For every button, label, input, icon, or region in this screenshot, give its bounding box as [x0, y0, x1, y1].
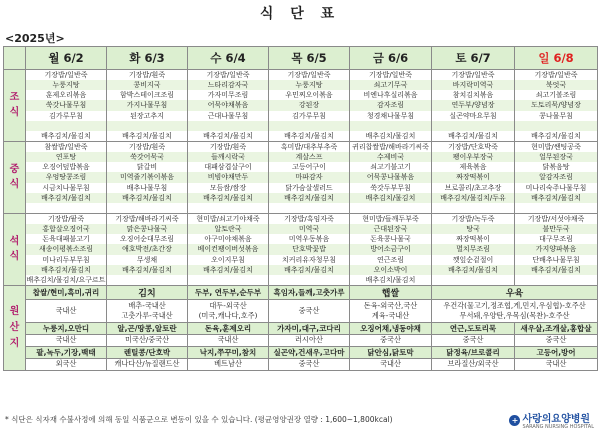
dish: 새송이평볶소조림: [26, 244, 106, 254]
dish: 배추김치/물김치: [203, 131, 253, 140]
dish: [515, 275, 597, 285]
dish: 제육볶음: [459, 163, 487, 172]
dish: 짜장떡볶이: [456, 235, 490, 244]
dish: [515, 121, 597, 131]
menu-cell: [26, 70, 107, 142]
meal-label: 석 식: [4, 213, 26, 285]
dish: 누룽지탕: [269, 80, 349, 90]
dish: 알감자조림: [515, 172, 597, 182]
dish: 미나리두부무침: [42, 255, 90, 264]
origin-value: 우건각(물고기,정조협,게,민지,우심협)-호주산 무서돼,우양탄,우목심(목찬)-호주산: [432, 299, 598, 322]
menu-cell: [515, 141, 598, 213]
meal-label: 중 식: [4, 141, 26, 213]
dish: 오이지무침: [211, 255, 245, 264]
dish: 가지나물무침: [107, 100, 187, 110]
dish: [269, 203, 349, 213]
meal-row: [4, 213, 598, 285]
origin-value: 국내산: [188, 334, 269, 346]
origin-row3-header: [4, 346, 598, 358]
origin-value: 국내산: [350, 358, 432, 370]
origin-header: 두부, 연두부,순두부: [188, 285, 269, 299]
origin-header: 누룽지,오만디: [26, 322, 107, 334]
dish: 쑥갓나물무침: [26, 100, 106, 110]
dish: 마파감자: [269, 172, 349, 182]
dish: 홍합살오징어국: [26, 224, 106, 234]
day-header: 화 6/3: [107, 47, 188, 70]
menu-cell: [515, 70, 598, 142]
dish: 김가루무침: [292, 111, 326, 120]
dish: 기장밥/해바라기씨죽: [115, 214, 179, 223]
origin-header: 찹쌀/현미,흑미,귀리: [26, 285, 107, 299]
origin-header: 돈육,훈제오리: [188, 322, 269, 334]
dish: 배추김치/물김치: [531, 131, 581, 140]
dish: 배추김치/물김치: [448, 131, 498, 140]
dish: 미역줄기볶이볶음: [107, 172, 187, 182]
dish: 콩비지국: [107, 80, 187, 90]
origin-header: 오징어채,냉동야채: [350, 322, 432, 334]
dish: 애호박전/초간장: [107, 244, 187, 254]
dish: [107, 203, 187, 213]
dish: 단호박꽃밥: [269, 244, 349, 254]
dish: 어묵콩나물볶음: [350, 172, 431, 182]
dish: [515, 203, 597, 213]
dish: 기장밥/팥죽: [47, 214, 85, 223]
dish: 방어소금구이: [350, 244, 431, 254]
dish: 오이소박이: [350, 265, 431, 275]
dish: 쇠고기불고기: [370, 163, 411, 172]
dish: 쇠고기볼조림: [535, 91, 577, 100]
dish: 쑥갓어묵국: [107, 152, 187, 162]
origin-value: 외국산: [26, 358, 107, 370]
dish: 우엉땅콩조림: [26, 172, 106, 182]
dish: 배추김치/물김치: [188, 265, 268, 275]
dish: 배추김치/물김치: [188, 193, 268, 203]
menu-cell: [432, 70, 515, 142]
origin-value: 중국산: [269, 299, 350, 322]
dish: [188, 203, 268, 213]
dish: 어묵야채볶음: [188, 100, 268, 110]
dish: 수제비국: [350, 152, 431, 162]
dish: 돈육콩나물국: [370, 235, 411, 244]
hospital-logo: [509, 410, 594, 430]
day-header: 금 6/6: [350, 47, 432, 70]
dish: 현미밥/쌘팅공죽: [531, 142, 581, 151]
dish: 누룽지탕: [26, 80, 106, 90]
dish: 근대된장국: [350, 224, 431, 234]
dish: 배추김치/물김치: [432, 265, 514, 275]
dish: 쑥갓두부무침: [370, 183, 411, 192]
dish: 귀리찹쌀밥/해바라기씨죽: [352, 142, 429, 151]
origin-value: 베트남산: [188, 358, 269, 370]
meal-table: [3, 46, 598, 371]
page-title: 식 단 표: [259, 6, 341, 22]
menu-cell: [107, 141, 188, 213]
dish: 실곤약마요무침: [449, 111, 497, 120]
dish: 바지락미역국: [432, 80, 514, 90]
origin-header: 닭안심,닭토막: [350, 346, 432, 358]
dish: [269, 121, 349, 131]
dish: 도토리묵/양념장: [515, 100, 597, 110]
dish: 무생채: [136, 255, 158, 264]
dish: 닭갈비: [136, 163, 158, 172]
dish: 기장밥/일반죽: [534, 71, 578, 79]
dish: 배추김치/물김치: [269, 193, 349, 203]
dish: 배추김치/물김치/요구르트: [26, 275, 106, 284]
menu-cell: [26, 141, 107, 213]
dish: 탕국: [432, 224, 514, 234]
dish: 기장밥/일반죽: [44, 71, 88, 79]
dish: 훈제오리볶음: [45, 91, 87, 100]
dish: 참쌀밥/일반죽: [44, 142, 88, 151]
day-header-row: [4, 47, 598, 70]
dish: 북엇국: [515, 80, 597, 90]
menu-cell: [188, 213, 269, 285]
dish: [432, 203, 514, 213]
day-header: 수 6/4: [188, 47, 269, 70]
dish: 가자미무조림: [207, 91, 249, 100]
dish: 기장밥/흰죽: [209, 142, 247, 151]
origin-value: 브라질산/외국산: [432, 358, 515, 370]
menu-cell: [350, 70, 432, 142]
dish: 얼무된장국: [515, 152, 597, 162]
dish: 오징어순대무조림: [119, 235, 175, 244]
dish: 짜장떡볶이: [432, 172, 514, 182]
dish: 현미밥/쇠고기야채죽: [196, 214, 260, 223]
origin-value: 중국산: [350, 334, 432, 346]
dish: 함박스테이크조림: [119, 91, 175, 100]
menu-cell: [188, 70, 269, 142]
menu-cell: [107, 70, 188, 142]
dish: 돈육대패불고기: [42, 235, 90, 244]
dish: 우민찌오이볶음: [285, 91, 333, 100]
origin-row3-values: [4, 358, 598, 370]
menu-cell: [188, 141, 269, 213]
day-header: 월 6/2: [26, 47, 107, 70]
dish: 기장밥/흰죽: [128, 71, 166, 79]
dish: 쇠고기무국: [350, 80, 431, 90]
menu-cell: [432, 213, 515, 285]
dish: 연두부/양념장: [432, 100, 514, 110]
dish: 고등어구이: [292, 163, 326, 172]
origin-row1-header: [4, 285, 598, 299]
dish: 배추김치/물김치: [26, 193, 106, 203]
origin-header: 흑임자,들깨,고춧가루: [269, 285, 350, 299]
menu-cell: [269, 141, 350, 213]
origin-header: 실곤약,건새우,고다마: [269, 346, 350, 358]
dish: 된장고추지: [130, 111, 164, 120]
origin-row2-values: [4, 334, 598, 346]
dish: 참치김치볶음: [452, 91, 494, 100]
dish: 모듬쌈/쌈장: [209, 183, 247, 192]
origin-value: 미국산/중국산: [107, 334, 188, 346]
hospital-subname: SARANG NURSING HOSPITAL: [522, 424, 594, 430]
dish: [26, 121, 106, 131]
origin-value: 캐나다산/뉴질랜드산: [107, 358, 188, 370]
dish: 베이컨팽이버섯볶음: [188, 244, 268, 254]
origin-header: 고등어,방어: [515, 346, 598, 358]
dish: 비엔나후실리볶음: [363, 91, 418, 100]
dish: 오징어덮밥볶음: [42, 163, 90, 172]
dish: 배추김치/물김치: [515, 265, 597, 275]
origin-row1-values: [4, 299, 598, 322]
menu-cell: [432, 141, 515, 213]
dish: 연포탕: [26, 152, 106, 162]
dish: 연근조림: [376, 255, 405, 264]
dish: [350, 203, 431, 213]
dish: 기장밥/일반죽: [369, 71, 412, 79]
dish: [107, 275, 187, 285]
origin-value: 국내산: [515, 358, 598, 370]
dish: 배추김치/물김치: [107, 193, 187, 203]
dish: 기장밥/흰죽: [128, 142, 166, 151]
dish: 배추김치/물김치: [26, 265, 106, 275]
dish: 시금치나물무침: [42, 183, 90, 192]
dish: 브로콜리/초고추장: [444, 183, 502, 192]
dish: 흑미밥/대추부추죽: [280, 142, 338, 151]
dish: [350, 121, 431, 131]
dish: 기장밥/일반죽: [287, 71, 331, 79]
origin-header: 닭정육/브로콜리: [432, 346, 515, 358]
meal-row: [4, 141, 598, 213]
dish: 들깨시락국: [188, 152, 268, 162]
dish: [432, 121, 514, 131]
dish: 미나리숙주나물무침: [525, 183, 587, 192]
dish: 닭볶음탕: [542, 163, 570, 172]
dish: 단배추나물무침: [532, 255, 580, 264]
menu-cell: [269, 213, 350, 285]
hospital-name: 사랑의요양병원: [522, 414, 591, 425]
dish: [269, 275, 349, 285]
origin-header: 새우살,조개살,홍합살: [515, 322, 598, 334]
cross-icon: +: [509, 415, 520, 426]
origin-header: 팥,녹두,기장,백태: [26, 346, 107, 358]
dish: 배추김치/물김치: [350, 193, 431, 203]
year-label: <2025년>: [5, 32, 65, 45]
dish: 미역국: [269, 224, 349, 234]
dish: 배추나물무침: [126, 183, 168, 192]
dish: 계살스프: [269, 152, 349, 162]
origin-header: 김치: [107, 285, 188, 299]
dish: 기장밥/일반죽: [206, 71, 250, 79]
origin-value: 중국산: [432, 334, 515, 346]
dish: 대구무조림: [539, 235, 573, 244]
dish: 가지양파볶음: [515, 244, 597, 254]
dish: 기장밥/일반죽: [451, 71, 495, 79]
dish: 감자조림: [350, 100, 431, 110]
dish: 청경채나물무침: [366, 111, 415, 120]
dish: 배추김치/물김치/두유: [432, 193, 514, 203]
origin-value: 돈육-외국산,국산 계육-국내산: [350, 299, 432, 322]
dish: 맑은콩나물국: [107, 224, 187, 234]
menu-cell: [269, 70, 350, 142]
origin-row2-header: [4, 322, 598, 334]
origin-value: 국내산: [26, 299, 107, 322]
dish: 배추김치/물김치: [515, 193, 597, 203]
meal-row: [4, 70, 598, 142]
dish: [107, 121, 187, 131]
corner-cell: [4, 47, 26, 70]
dish: [188, 275, 268, 285]
dish: 기장밥/녹두죽: [451, 214, 495, 223]
dish: 기장밥/서섯야채죽: [527, 214, 585, 223]
dish: 근대나물무침: [207, 111, 249, 120]
dish: 불만두국: [515, 224, 597, 234]
menu-cell: [515, 213, 598, 285]
menu-cell: [350, 213, 432, 285]
day-header: 토 6/7: [432, 47, 515, 70]
dish: 배추김치/물김치: [41, 131, 91, 140]
dish: 배추김치/물김치: [365, 131, 416, 140]
origin-header: 우육: [432, 285, 598, 299]
dish: 기장밥/흑임자죽: [284, 214, 334, 223]
origin-header: 낙지,쭈꾸미,참치: [188, 346, 269, 358]
origin-value: 국내산: [26, 334, 107, 346]
origin-header: 렌틸콩/단호박: [107, 346, 188, 358]
dish: 김가루무침: [49, 111, 83, 120]
origin-header: 햅쌀: [350, 285, 432, 299]
dish: 팽이우부장국: [432, 152, 514, 162]
dish: 느타리감자국: [188, 80, 268, 90]
dish: [188, 121, 268, 131]
dish: 배추김치/물김치: [269, 265, 349, 275]
dish: 배추김치/물김치: [284, 131, 334, 140]
origin-value: 중국산: [269, 358, 350, 370]
dish: 깻잎순겉절이: [452, 255, 494, 264]
dish: 강된장: [269, 100, 349, 110]
menu-cell: [107, 213, 188, 285]
dish: 대패삼겹살구이: [204, 163, 252, 172]
dish: [26, 203, 106, 213]
origin-header: 연근,도토리묵: [432, 322, 515, 334]
origin-header: 알,곤/땅콩,알토란: [107, 322, 188, 334]
menu-cell: [26, 213, 107, 285]
dish: 비빔야채만두: [188, 172, 268, 182]
footnote: * 식단은 식자재 수불사정에 의해 동일 식품군으로 변동이 있을 수 있습니다. (평균영양권장 열량 : 1,600~1,800kcal): [5, 415, 393, 424]
origin-value: 배추-국내산 고춧가루-국내산: [107, 299, 188, 322]
dish: [432, 275, 514, 285]
dish: 알토란국: [188, 224, 268, 234]
dish: 미역우동볶음: [288, 235, 330, 244]
menu-cell: [350, 141, 432, 213]
origin-value: 러시아산: [269, 334, 350, 346]
dish: 배추김치/물김치: [122, 131, 172, 140]
origin-value: 중국산: [515, 334, 598, 346]
dish: 아구미야채볶음: [204, 235, 252, 244]
dish: 닭가슴살샐러드: [285, 183, 333, 192]
dish: 기장밥/단호박죽: [448, 142, 498, 151]
dish: 현미밥/들깨두부죽: [362, 214, 419, 223]
day-header: 목 6/5: [269, 47, 350, 70]
dish: 치커리유자청무침: [281, 255, 337, 264]
origin-value: 대두-외국산 (미국,캐나다,호주): [188, 299, 269, 322]
dish: 콩나물무침: [539, 111, 573, 120]
dish: 배추김치/물김치: [107, 265, 187, 275]
origin-header: 가자미,대구,코다리: [269, 322, 350, 334]
dish: 배추김치/물김치: [365, 275, 416, 284]
dish: 멸치무조림: [432, 244, 514, 254]
meal-label: 조 식: [4, 70, 26, 142]
origin-label: 원 산 지: [4, 285, 26, 370]
day-header-holiday: 일 6/8: [515, 47, 598, 70]
